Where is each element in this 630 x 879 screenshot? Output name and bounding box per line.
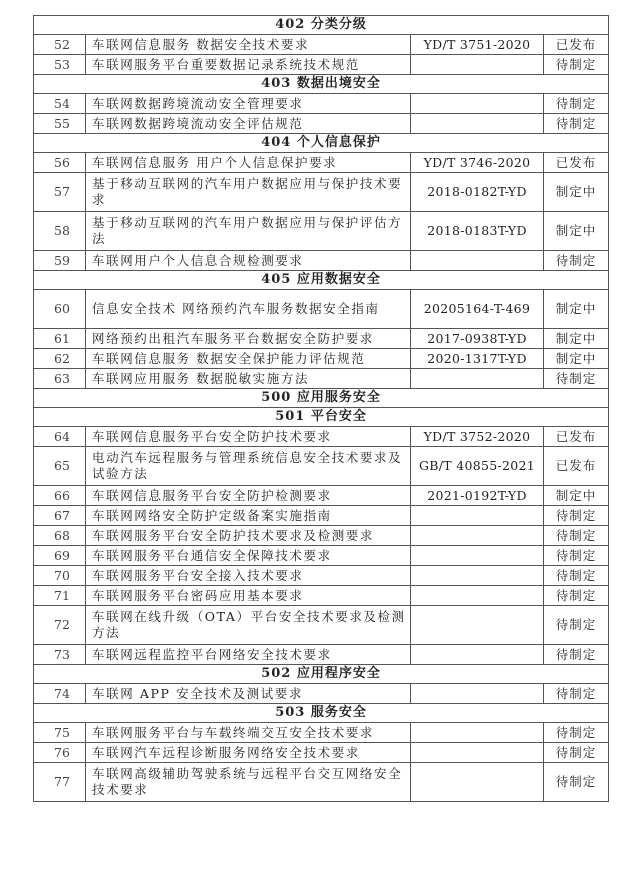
standard-number: 73	[34, 645, 86, 665]
standard-code: YD/T 3751-2020	[411, 35, 544, 55]
standard-row	[34, 566, 609, 586]
standard-code: 2017-0938T-YD	[411, 329, 544, 349]
standard-number: 63	[34, 369, 86, 389]
standard-title: 基于移动互联网的汽车用户数据应用与保护技术要求	[86, 173, 411, 212]
standard-title: 信息安全技术 网络预约汽车服务数据安全指南	[86, 290, 411, 329]
standard-title: 车联网信息服务 用户个人信息保护要求	[86, 153, 411, 173]
standard-code	[411, 566, 544, 586]
standard-status: 制定中	[544, 486, 609, 506]
standard-row	[34, 251, 609, 271]
section-title: 502 应用程序安全	[34, 665, 609, 684]
standard-number: 77	[34, 763, 86, 802]
standard-status: 待制定	[544, 743, 609, 763]
standard-row	[34, 55, 609, 75]
standard-status: 制定中	[544, 212, 609, 251]
standard-number: 56	[34, 153, 86, 173]
standard-title: 车联网汽车远程诊断服务网络安全技术要求	[86, 743, 411, 763]
standard-title: 车联网高级辅助驾驶系统与远程平台交互网络安全技术要求	[86, 763, 411, 802]
standard-number: 52	[34, 35, 86, 55]
standard-code	[411, 546, 544, 566]
standard-number: 55	[34, 114, 86, 134]
standard-status: 待制定	[544, 546, 609, 566]
standard-title: 车联网服务平台通信安全保障技术要求	[86, 546, 411, 566]
standard-status: 待制定	[544, 763, 609, 802]
standard-row	[34, 606, 609, 645]
standard-code	[411, 251, 544, 271]
standard-row	[34, 35, 609, 55]
standard-number: 71	[34, 586, 86, 606]
standard-row	[34, 586, 609, 606]
standard-code	[411, 743, 544, 763]
standard-title: 车联网 APP 安全技术及测试要求	[86, 684, 411, 704]
standard-title: 车联网信息服务 数据安全技术要求	[86, 35, 411, 55]
standard-row	[34, 447, 609, 486]
standard-title: 网络预约出租汽车服务平台数据安全防护要求	[86, 329, 411, 349]
standard-status: 待制定	[544, 645, 609, 665]
standard-number: 69	[34, 546, 86, 566]
standard-number: 67	[34, 506, 86, 526]
standard-code: 2020-1317T-YD	[411, 349, 544, 369]
standard-code: 2021-0192T-YD	[411, 486, 544, 506]
section-header-row	[34, 134, 609, 153]
standard-title: 车联网服务平台安全防护技术要求及检测要求	[86, 526, 411, 546]
standard-row	[34, 486, 609, 506]
standard-status: 待制定	[544, 369, 609, 389]
standard-status: 待制定	[544, 55, 609, 75]
standard-code	[411, 526, 544, 546]
standard-code	[411, 723, 544, 743]
standard-code: GB/T 40855-2021	[411, 447, 544, 486]
standard-status: 已发布	[544, 153, 609, 173]
standard-row	[34, 645, 609, 665]
standard-number: 75	[34, 723, 86, 743]
standards-table-body	[34, 16, 609, 802]
standard-title: 车联网服务平台密码应用基本要求	[86, 586, 411, 606]
standard-title: 车联网网络安全防护定级备案实施指南	[86, 506, 411, 526]
standard-row	[34, 526, 609, 546]
standard-status: 制定中	[544, 349, 609, 369]
standard-status: 待制定	[544, 251, 609, 271]
standard-code: 2018-0183T-YD	[411, 212, 544, 251]
section-title: 503 服务安全	[34, 704, 609, 723]
standard-code	[411, 369, 544, 389]
standard-code	[411, 506, 544, 526]
standard-row	[34, 153, 609, 173]
standard-code: YD/T 3752-2020	[411, 427, 544, 447]
standard-number: 61	[34, 329, 86, 349]
standard-code	[411, 606, 544, 645]
standard-row	[34, 743, 609, 763]
standard-title: 车联网信息服务平台安全防护检测要求	[86, 486, 411, 506]
standard-row	[34, 349, 609, 369]
standard-status: 已发布	[544, 447, 609, 486]
standard-title: 车联网在线升级（OTA）平台安全技术要求及检测方法	[86, 606, 411, 645]
standard-status: 待制定	[544, 684, 609, 704]
standard-row	[34, 684, 609, 704]
standard-row	[34, 427, 609, 447]
standard-number: 68	[34, 526, 86, 546]
section-title: 404 个人信息保护	[34, 134, 609, 153]
standard-row	[34, 114, 609, 134]
standard-code	[411, 684, 544, 704]
standard-title: 车联网信息服务平台安全防护技术要求	[86, 427, 411, 447]
standard-code	[411, 763, 544, 802]
standard-number: 58	[34, 212, 86, 251]
section-header-row	[34, 408, 609, 427]
standard-number: 66	[34, 486, 86, 506]
standard-status: 已发布	[544, 35, 609, 55]
standard-title: 车联网用户个人信息合规检测要求	[86, 251, 411, 271]
standard-row	[34, 173, 609, 212]
section-header-row	[34, 665, 609, 684]
section-header-row	[34, 704, 609, 723]
standard-number: 74	[34, 684, 86, 704]
standard-code	[411, 586, 544, 606]
standard-number: 57	[34, 173, 86, 212]
standard-number: 60	[34, 290, 86, 329]
standard-title: 车联网数据跨境流动安全评估规范	[86, 114, 411, 134]
standard-title: 基于移动互联网的汽车用户数据应用与保护评估方法	[86, 212, 411, 251]
standard-code	[411, 645, 544, 665]
standard-status: 制定中	[544, 173, 609, 212]
section-header-row	[34, 16, 609, 35]
standard-row	[34, 763, 609, 802]
standard-number: 59	[34, 251, 86, 271]
standard-number: 65	[34, 447, 86, 486]
standard-status: 待制定	[544, 566, 609, 586]
standard-status: 制定中	[544, 290, 609, 329]
standards-table	[33, 15, 609, 802]
standard-title: 车联网服务平台安全接入技术要求	[86, 566, 411, 586]
section-header-row	[34, 75, 609, 94]
standard-number: 53	[34, 55, 86, 75]
standard-status: 待制定	[544, 586, 609, 606]
standard-row	[34, 369, 609, 389]
section-title: 402 分类分级	[34, 16, 609, 35]
standard-code	[411, 55, 544, 75]
standard-status: 待制定	[544, 606, 609, 645]
standard-number: 62	[34, 349, 86, 369]
standard-code	[411, 94, 544, 114]
standard-code: YD/T 3746-2020	[411, 153, 544, 173]
standard-row	[34, 546, 609, 566]
standard-status: 待制定	[544, 506, 609, 526]
standard-code: 2018-0182T-YD	[411, 173, 544, 212]
standard-row	[34, 506, 609, 526]
standard-status: 待制定	[544, 114, 609, 134]
standard-row	[34, 94, 609, 114]
standard-row	[34, 290, 609, 329]
section-title: 405 应用数据安全	[34, 271, 609, 290]
standard-status: 已发布	[544, 427, 609, 447]
standard-title: 车联网远程监控平台网络安全技术要求	[86, 645, 411, 665]
standard-status: 待制定	[544, 94, 609, 114]
standard-title: 车联网应用服务 数据脱敏实施方法	[86, 369, 411, 389]
section-title: 501 平台安全	[34, 408, 609, 427]
standard-row	[34, 329, 609, 349]
standard-title: 车联网服务平台与车载终端交互安全技术要求	[86, 723, 411, 743]
standard-status: 待制定	[544, 723, 609, 743]
standard-code	[411, 114, 544, 134]
standard-code: 20205164-T-469	[411, 290, 544, 329]
section-title: 403 数据出境安全	[34, 75, 609, 94]
standard-title: 车联网数据跨境流动安全管理要求	[86, 94, 411, 114]
standard-title: 车联网信息服务 数据安全保护能力评估规范	[86, 349, 411, 369]
standard-number: 72	[34, 606, 86, 645]
standard-row	[34, 723, 609, 743]
standard-title: 车联网服务平台重要数据记录系统技术规范	[86, 55, 411, 75]
standard-status: 制定中	[544, 329, 609, 349]
standard-number: 54	[34, 94, 86, 114]
section-title: 500 应用服务安全	[34, 389, 609, 408]
standard-title: 电动汽车远程服务与管理系统信息安全技术要求及试验方法	[86, 447, 411, 486]
standard-status: 待制定	[544, 526, 609, 546]
standard-number: 70	[34, 566, 86, 586]
standard-number: 76	[34, 743, 86, 763]
standard-row	[34, 212, 609, 251]
standard-number: 64	[34, 427, 86, 447]
section-header-row	[34, 389, 609, 408]
section-header-row	[34, 271, 609, 290]
